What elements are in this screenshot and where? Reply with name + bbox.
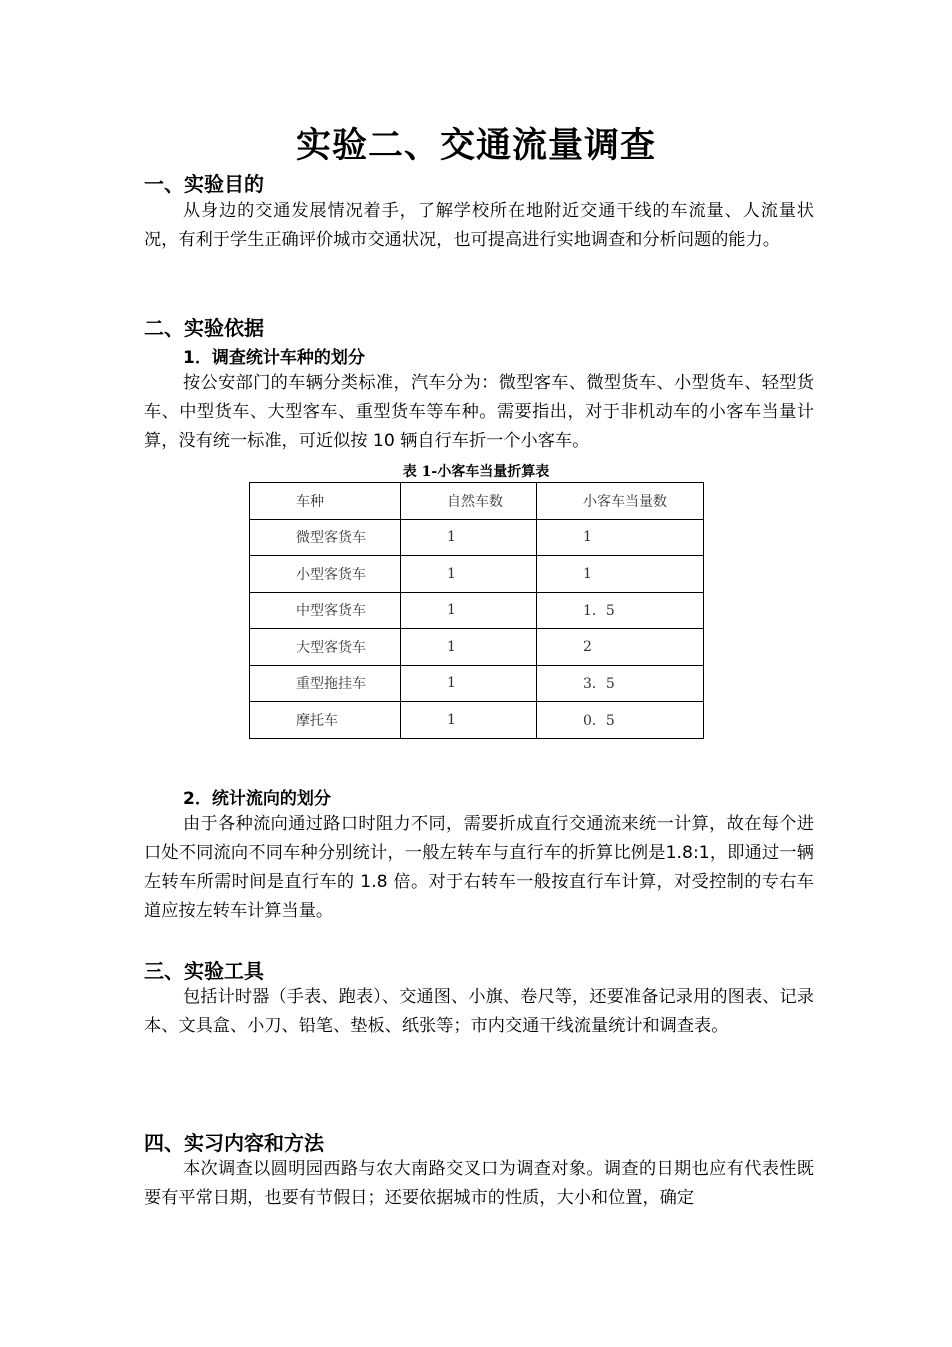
table-cell: 1	[401, 592, 537, 629]
section-heading-purpose: 一、实验目的	[144, 172, 264, 196]
table-cell: 中型客货车	[250, 592, 401, 629]
section-paragraph-content-method: 本次调查以圆明园西路与农大南路交叉口为调查对象。调查的日期也应有代表性既要有平常日期，也要有节假日；还要依据城市的性质，大小和位置，确定	[144, 1159, 814, 1208]
subsection-paragraph-flow-direction: 由于各种流向通过路口时阻力不同，需要折成直行交通流来统一计算，故在每个进口处不同流向不同车种分别统计，一般左转车与直行车的折算比例是1.8:1，即通过一辆左转车所需时间是直行车的 1.8 倍。对于右转车一般按直行车计算，对受控制的专右车道应按左转车计算当量。	[144, 814, 814, 921]
table-cell: 3．5	[537, 665, 704, 702]
section-heading-tools: 三、实验工具	[144, 959, 264, 983]
table-row	[250, 629, 704, 666]
table-caption: 表 1-小客车当量折算表	[402, 464, 550, 480]
section-heading-basis: 二、实验依据	[144, 316, 264, 340]
table-row	[250, 519, 704, 556]
table-header-cell: 小客车当量数	[537, 483, 704, 520]
table-cell: 重型拖挂车	[250, 665, 401, 702]
table-cell: 1	[401, 702, 537, 739]
section-paragraph-purpose: 从身边的交通发展情况着手，了解学校所在地附近交通干线的车流量、人流量状况，有利于学生正确评价城市交通状况，也可提高进行实地调查和分析问题的能力。	[144, 201, 814, 250]
table-cell: 1	[401, 629, 537, 666]
table-cell: 1	[401, 556, 537, 593]
table-cell: 0．5	[537, 702, 704, 739]
table-cell: 1	[401, 519, 537, 556]
table-cell: 微型客货车	[250, 519, 401, 556]
table-row	[250, 665, 704, 702]
table-cell: 1．5	[537, 592, 704, 629]
subsection-paragraph-vehicle-types: 按公安部门的车辆分类标准，汽车分为：微型客车、微型货车、小型货车、轻型货车、中型货车、大型客车、重型货车等车种。需要指出，对于非机动车的小客车当量计算，没有统一标准，可近似按 10 辆自行车折一个小客车。	[144, 373, 814, 451]
table-cell: 1	[537, 556, 704, 593]
section-heading-content-method: 四、实习内容和方法	[144, 1131, 324, 1155]
subsection-heading-vehicle-types: 1．调查统计车种的划分	[183, 348, 365, 368]
page-title: 实验二、交通流量调查	[295, 126, 656, 166]
table-cell: 摩托车	[250, 702, 401, 739]
table-cell: 1	[401, 665, 537, 702]
section-paragraph-tools: 包括计时器（手表、跑表）、交通图、小旗、卷尺等，还要准备记录用的图表、记录本、文具盒、小刀、铅笔、垫板、纸张等；市内交通干线流量统计和调查表。	[144, 987, 814, 1036]
table-cell: 2	[537, 629, 704, 666]
table-header-row	[250, 483, 704, 520]
table-row	[250, 702, 704, 739]
table-row	[250, 556, 704, 593]
pcu-conversion-table	[249, 482, 704, 739]
table-cell: 大型客货车	[250, 629, 401, 666]
subsection-heading-flow-direction: 2．统计流向的划分	[183, 789, 331, 809]
table-header-cell: 车种	[250, 483, 401, 520]
table-cell: 小型客货车	[250, 556, 401, 593]
table-header-cell: 自然车数	[401, 483, 537, 520]
table-row	[250, 592, 704, 629]
table-cell: 1	[537, 519, 704, 556]
